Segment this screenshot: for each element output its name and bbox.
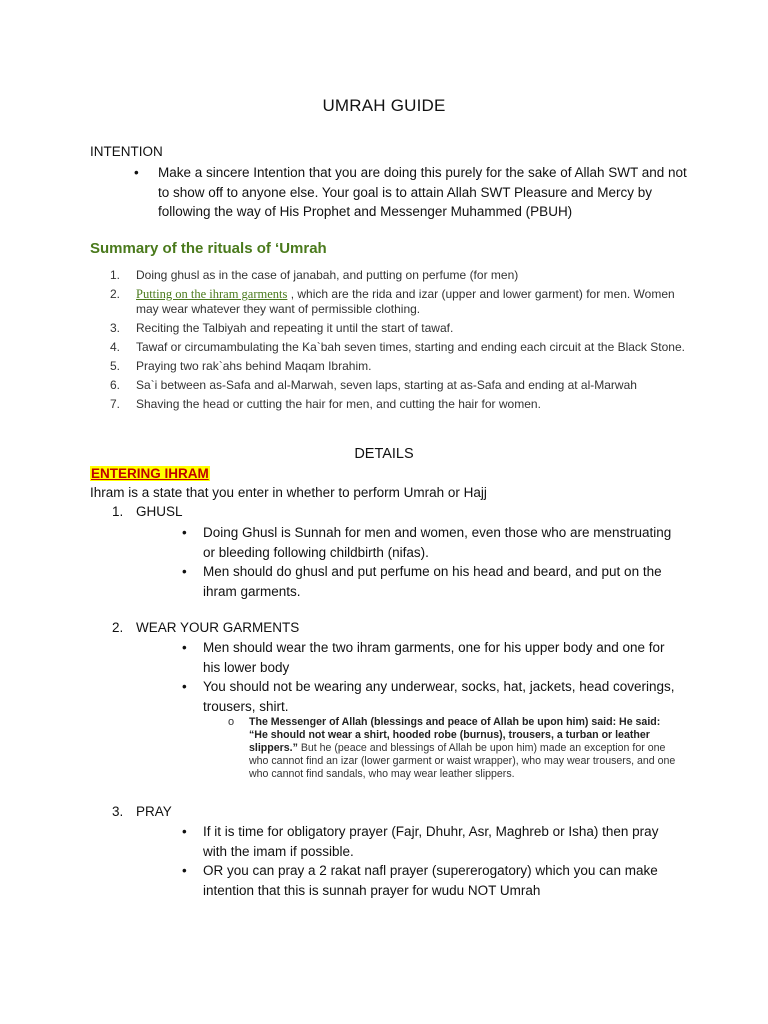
summary-heading: Summary of the rituals of ‘Umrah [90, 240, 327, 257]
quote-bold-text: The Messenger of Allah (blessings and peace of Allah be upon him) said: He said: “He should not wear a shirt, hooded robe (burnus), trousers, a turban or leather slippers.” [249, 716, 661, 754]
list-item [182, 562, 683, 601]
bullet-icon: • [182, 640, 187, 655]
list-item [182, 638, 683, 677]
list-number: 4. [110, 340, 121, 354]
list-number: 6. [110, 378, 121, 392]
circle-bullet-icon: o [228, 716, 235, 728]
list-item [110, 378, 690, 393]
list-text: Doing Ghusl is Sunnah for men and women, even those who are menstruating or bleeding following childbirth (nifas). [203, 525, 672, 560]
list-text: If it is time for obligatory prayer (Fajr, Dhuhr, Asr, Maghreb or Isha) then pray with the imam if possible. [203, 824, 659, 859]
list-item [182, 861, 683, 900]
list-text: Men should wear the two ihram garments, one for his upper body and one for his lower body [203, 640, 665, 675]
section-number: 2. [112, 620, 124, 635]
list-number: 7. [110, 397, 121, 411]
list-number: 5. [110, 359, 121, 373]
intention-text: Make a sincere Intention that you are doing this purely for the sake of Allah SWT and not to show off to anyone else. Your goal is to attain Allah SWT Pleasure and Mercy by following the way of His Prophet and Messenger Muhammed (PBUH) [158, 165, 687, 219]
hadith-quote [228, 716, 679, 781]
intention-heading: INTENTION [90, 144, 163, 159]
ihram-garments-link[interactable]: Putting on the ihram garments [136, 287, 288, 301]
bullet-icon: • [182, 679, 187, 694]
bullet-icon: • [134, 165, 139, 180]
list-text: Praying two rak`ahs behind Maqam Ibrahim. [136, 359, 372, 373]
intention-paragraph [134, 163, 688, 222]
details-heading: DETAILS [354, 446, 414, 462]
section-title: PRAY [136, 804, 172, 819]
section-number: 1. [112, 504, 124, 519]
list-text: OR you can pray a 2 rakat nafl prayer (supererogatory) which you can make intention that this is sunnah prayer for wudu NOT Umrah [203, 863, 658, 898]
list-item [110, 268, 690, 283]
section-title: GHUSL [136, 504, 183, 519]
list-text: Tawaf or circumambulating the Ka`bah seven times, starting and ending each circuit at the Black Stone. [136, 340, 685, 354]
list-text: Reciting the Talbiyah and repeating it until the start of tawaf. [136, 321, 454, 335]
rituals-list [110, 268, 690, 416]
bullet-icon: • [182, 564, 187, 579]
section-title: WEAR YOUR GARMENTS [136, 620, 300, 635]
list-text: Men should do ghusl and put perfume on his head and beard, and put on the ihram garments. [203, 564, 662, 599]
section-garments-heading [112, 620, 299, 635]
section-ghusl-heading [112, 504, 183, 519]
list-item [182, 523, 683, 562]
list-number: 3. [110, 321, 121, 335]
quote-text: But he (peace and blessings of Allah be upon him) made an exception for one who cannot find an izar (lower garment or waist wrapper), who may wear trousers, and one who cannot find sandals, who may wear leather slippers. [249, 742, 676, 780]
pray-bullets [182, 822, 683, 900]
list-item [182, 822, 683, 861]
ihram-intro-text: Ihram is a state that you enter in whether to perform Umrah or Hajj [90, 485, 487, 500]
bullet-icon: • [182, 824, 187, 839]
list-item [110, 287, 690, 317]
list-item [110, 340, 690, 355]
list-item [110, 359, 690, 374]
list-text: Doing ghusl as in the case of janabah, and putting on perfume (for men) [136, 268, 519, 282]
entering-ihram-heading: ENTERING IHRAM [91, 466, 209, 481]
list-text: Shaving the head or cutting the hair for men, and cutting the hair for women. [136, 397, 541, 411]
garments-bullets [182, 638, 683, 716]
ghusl-bullets [182, 523, 683, 601]
section-pray-heading [112, 804, 172, 819]
bullet-icon: • [182, 525, 187, 540]
bullet-icon: • [182, 863, 187, 878]
list-item [110, 397, 690, 412]
list-number: 1. [110, 268, 121, 282]
list-item [182, 677, 683, 716]
list-text: Sa`i between as-Safa and al-Marwah, seven laps, starting at as-Safa and ending at al-Marwah [136, 378, 637, 392]
list-text: You should not be wearing any underwear, socks, hat, jackets, head coverings, trousers, shirt. [203, 679, 675, 714]
page-title: UMRAH GUIDE [322, 96, 446, 115]
list-item [110, 321, 690, 336]
list-number: 2. [110, 287, 121, 301]
list-text: , which are the rida and izar (upper and lower garment) for men. Women may wear whatever they want of permissible clothing. [136, 287, 675, 316]
section-number: 3. [112, 804, 124, 819]
